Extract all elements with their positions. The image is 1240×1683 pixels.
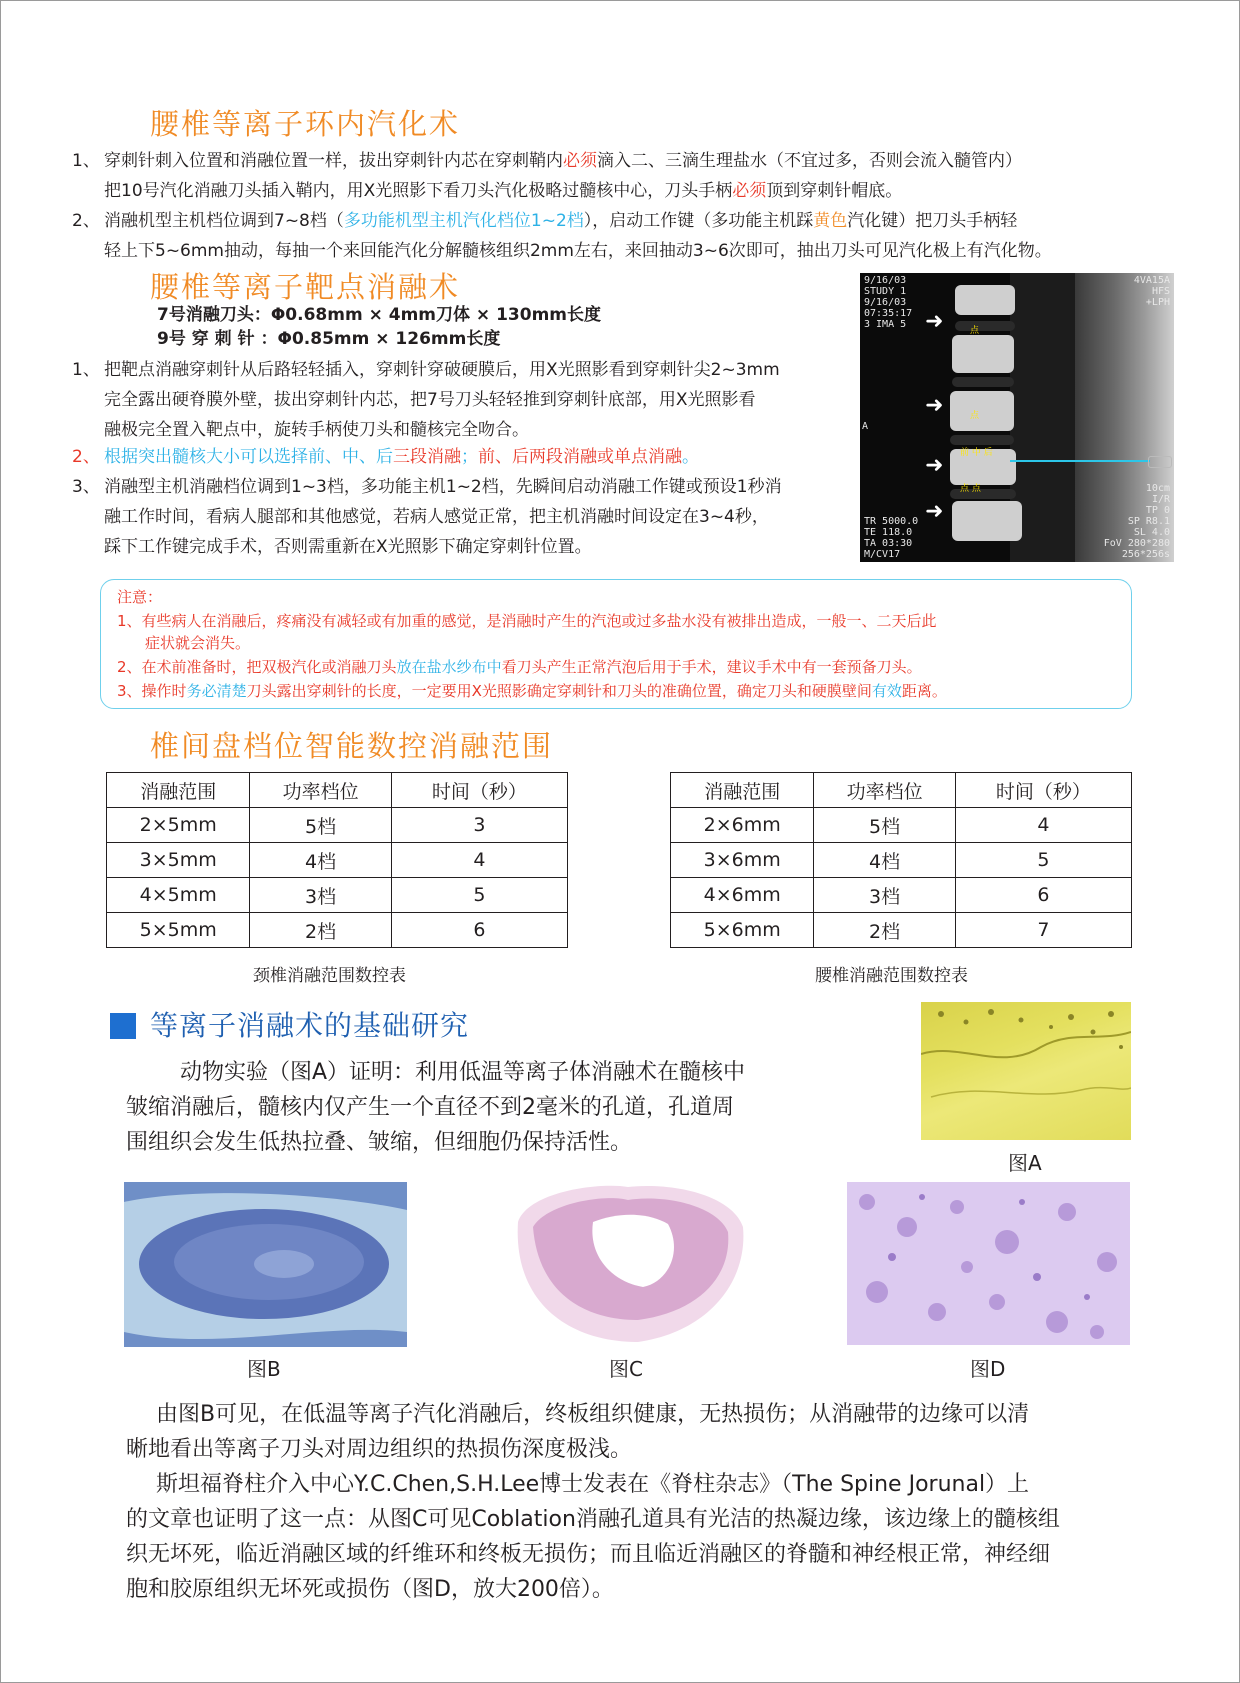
text-line: 动物实验（图A）证明：利用低温等离子体消融术在髓核中 [180, 1060, 746, 1085]
text: 操作时 [141, 682, 187, 700]
mri-text-line: M/CV17 [864, 549, 901, 560]
research-paragraph-2 [126, 1397, 1136, 1467]
figure-b-label: 图B [247, 1357, 281, 1381]
text: 看刀头产生正常汽泡后用于手术，建议手术中有一套预备刀头。 [501, 658, 922, 676]
mri-text-line: SL 4.0 [1133, 527, 1170, 538]
table-row [107, 843, 568, 878]
figure-b-image [124, 1182, 407, 1347]
mri-info-top-left [864, 275, 912, 330]
arrow-right-icon: ➜ [925, 309, 944, 334]
text: ； [461, 447, 478, 467]
mri-info-bottom-right [1104, 483, 1170, 560]
vertebra [955, 285, 1015, 315]
text: 刀头露出穿刺针的长度，一定要用X光照影确定穿刺针和刀头的准确位置，确定刀头和硬膜壁间 [246, 682, 872, 700]
text-line: 织无坏死，临近消融区域的纤维环和终板无损伤；而且临近消融区的脊髓和神经根正常，神经细 [126, 1542, 1051, 1567]
table-cell: 3×5mm [107, 843, 250, 878]
needle-handle [1148, 456, 1172, 468]
section-title-target-ablation: 腰椎等离子靶点消融术 [150, 270, 461, 304]
figure-c-texture [508, 1182, 748, 1345]
table-row [671, 843, 1132, 878]
item-number: 1、 [117, 612, 142, 630]
table-cell: 4 [391, 843, 567, 878]
text: 轻上下5~6mm抽动，每抽一个来回能汽化分解髓核组织2mm左右，来回抽动3~6次即可，抽出刀头可见汽化极上有汽化物。 [104, 241, 1052, 261]
vertebra [952, 335, 1014, 373]
item-number: 1、 [72, 360, 100, 380]
table-cell: 4档 [814, 843, 955, 878]
disc [955, 321, 1015, 331]
table-cell: 2档 [814, 913, 955, 948]
mri-text-line: 9/16/03 [864, 297, 907, 308]
mri-text-line: STUDY 1 [864, 286, 907, 297]
mri-text-line: 256*256s [1121, 549, 1170, 560]
mri-text-line: 3 IMA 5 [864, 319, 907, 330]
figure-a-texture [921, 1002, 1131, 1140]
table-cell: 4×5mm [107, 878, 250, 913]
table-header: 消融范围 [671, 773, 814, 808]
emphasis-text: 多功能机型主机汽化档位1~2档 [343, 211, 584, 231]
mri-text-line: FoV 280*280 [1103, 538, 1170, 549]
text: 把10号汽化消融刀头插入鞘内，用X光照影下看刀头汽化极略过髓核中心，刀头手柄 [104, 181, 733, 201]
table-row [107, 913, 568, 948]
emphasis-text: 三段消融 [393, 447, 461, 467]
item-number: 3、 [117, 682, 142, 700]
disc [952, 377, 1014, 387]
emphasis-text: 必须 [732, 181, 767, 201]
table-cell: 4 [955, 808, 1131, 843]
table-cell: 3 [391, 808, 567, 843]
table-header-row [671, 773, 1132, 808]
table-cell: 3档 [250, 878, 391, 913]
section2-item2 [72, 442, 862, 472]
figure-d-label: 图D [970, 1357, 1006, 1381]
spec-value: Φ0.68mm × 4mm刀体 × 130mm长度 [270, 305, 601, 325]
text-line: 斯坦福脊柱介入中心Y.C.Chen,S.H.Lee博士发表在《脊柱杂志》（The Spine Jorunal）上 [156, 1472, 1030, 1497]
vertebra [950, 391, 1014, 431]
mri-text-line: TE 118.0 [864, 527, 913, 538]
section-marker-square [110, 1013, 136, 1039]
item-number: 3、 [72, 477, 100, 497]
text-line: 皱缩消融后，髓核内仅产生一个直径不到2毫米的孔道，孔道周 [126, 1095, 734, 1120]
text-line: 围组织会发生低热拉叠、皱缩，但细胞仍保持活性。 [126, 1130, 633, 1155]
figure-a-label: 图A [1008, 1151, 1042, 1175]
arrow-right-icon: ➜ [925, 393, 944, 418]
notice-item-2 [117, 656, 922, 678]
mri-text-line: TR 5000.0 [864, 516, 919, 527]
research-paragraph-1 [126, 1055, 906, 1160]
table-cell: 4档 [250, 843, 391, 878]
mri-info-bottom-left [864, 516, 918, 560]
table-header: 功率档位 [250, 773, 391, 808]
notice-item-1 [117, 610, 937, 632]
table-cell: 2×5mm [107, 808, 250, 843]
emphasis-text: 必须 [563, 151, 597, 171]
text: 消融机型主机档位调到7~8档（ [104, 211, 344, 231]
notice-item-3 [117, 680, 947, 702]
mri-text-line: TA 03:30 [864, 538, 913, 549]
text: 在术前准备时，把双极汽化或消融刀头 [141, 658, 397, 676]
mri-label: 点 [970, 411, 980, 421]
text: 消融型主机消融档位调到1~3档，多功能主机1~2档，先瞬间启动消融工作键或预设1秒消 [104, 477, 782, 497]
section1-item2 [72, 206, 1182, 266]
text: 融极完全置入靶点中，旋转手柄使刀头和髓核完全吻合。 [104, 420, 529, 440]
table-cell: 5×5mm [107, 913, 250, 948]
text-line: 由图B可见，在低温等离子汽化消融后，终板组织健康，无热损伤；从消融带的边缘可以清 [156, 1402, 1030, 1427]
table-cell: 7 [955, 913, 1131, 948]
text: 。 [682, 447, 699, 467]
table-cell: 2×6mm [671, 808, 814, 843]
mri-text-line: 10cm [1145, 483, 1170, 494]
item-number: 2、 [117, 658, 142, 676]
section-title-table: 椎间盘档位智能数控消融范围 [150, 729, 554, 763]
notice-item-1-cont: 症状就会消失。 [145, 634, 251, 652]
lumbar-table-caption: 腰椎消融范围数控表 [815, 966, 968, 986]
figure-d-texture [847, 1182, 1130, 1345]
text: 完全露出硬脊膜外壁，拔出穿刺针内芯，把7号刀头轻轻推到穿刺针底部，用X光照影看 [104, 390, 756, 410]
text: ），启动工作键（多功能主机踩 [583, 211, 814, 231]
section1-item1 [72, 146, 1182, 206]
item-number: 2、 [72, 211, 100, 231]
table-header: 时间（秒） [391, 773, 567, 808]
table-header: 功率档位 [814, 773, 955, 808]
table-row [671, 808, 1132, 843]
table-cell: 5×6mm [671, 913, 814, 948]
cervical-table-caption: 颈椎消融范围数控表 [253, 966, 406, 986]
notice-box [100, 579, 1132, 709]
table-row [671, 913, 1132, 948]
figure-c-image [508, 1182, 748, 1345]
table-row [671, 878, 1132, 913]
text: 穿刺针刺入位置和消融位置一样，拔出穿刺针内芯在穿刺鞘内 [104, 151, 563, 171]
section-title-research: 等离子消融术的基础研究 [150, 1009, 470, 1042]
table-row [107, 878, 568, 913]
text: 融工作时间，看病人腿部和其他感觉，若病人感觉正常，把主机消融时间设定在3~4秒， [104, 507, 769, 527]
table-cell: 5 [955, 843, 1131, 878]
emphasis-text: 放在盐水纱布中 [396, 658, 502, 676]
table-cell: 5 [391, 878, 567, 913]
table-cell: 5档 [250, 808, 391, 843]
research-paragraph-3 [126, 1467, 1136, 1607]
table-row [107, 808, 568, 843]
section2-item1 [72, 355, 862, 445]
mri-label: 点 [970, 326, 980, 336]
notice-heading: 注意： [117, 588, 163, 606]
lumbar-ablation-table [670, 772, 1132, 948]
mri-text-line: 9/16/03 [864, 275, 907, 286]
mri-text-line: 07:35:17 [864, 308, 913, 319]
section2-item3 [72, 472, 862, 562]
text: 滴入二、三滴生理盐水（不宜过多，否则会流入髓管内） [597, 151, 1022, 171]
needle-line [1010, 460, 1150, 462]
figure-c-label: 图C [609, 1357, 643, 1381]
arrow-right-icon: ➜ [925, 499, 944, 524]
mri-orientation-label: A [862, 421, 869, 432]
spec-label: 7号消融刀头： [157, 305, 271, 325]
emphasis-text: 务必清楚 [186, 682, 247, 700]
mri-label: 点 点 [960, 484, 981, 494]
table-cell: 5档 [814, 808, 955, 843]
emphasis-text: 前、后两段消融或单点消融 [478, 447, 682, 467]
spec-value: Φ0.85mm × 126mm长度 [277, 329, 501, 349]
text: 距离。 [901, 682, 947, 700]
mri-text-line: TP 0 [1145, 505, 1170, 516]
item-number: 2、 [72, 447, 100, 467]
disc [950, 435, 1014, 445]
emphasis-text: 有效 [871, 682, 902, 700]
table-header-row [107, 773, 568, 808]
mri-text-line: HFS [1151, 286, 1170, 297]
mri-info-top-right [1134, 275, 1170, 308]
emphasis-text: 根据突出髓核大小可以选择前、中、后 [104, 447, 393, 467]
table-cell: 6 [955, 878, 1131, 913]
text-line: 的文章也证明了这一点：从图C可见Coblation消融孔道具有光洁的热凝边缘，该边缘上的髓核组 [126, 1507, 1060, 1532]
text: 顶到穿刺针帽底。 [766, 181, 903, 201]
text: 把靶点消融穿刺针从后路轻轻插入，穿刺针穿破硬膜后，用X光照影看到穿刺针尖2~3mm [104, 360, 780, 380]
table-cell: 6 [391, 913, 567, 948]
text-line: 胞和胶原组织无坏死或损伤（图D，放大200倍）。 [126, 1577, 614, 1602]
spec-label: 9号 穿 刺 针 ： [157, 329, 278, 349]
table-cell: 2档 [250, 913, 391, 948]
figure-a-image [921, 1002, 1131, 1140]
emphasis-text: 黄色 [813, 211, 848, 231]
section-title-ring-vaporization: 腰椎等离子环内汽化术 [150, 107, 461, 141]
table-cell: 3×6mm [671, 843, 814, 878]
figure-d-image [847, 1182, 1130, 1345]
spec-needle [157, 326, 500, 352]
text: 踩下工作键完成手术，否则需重新在X光照影下确定穿刺针位置。 [104, 537, 592, 557]
mri-text-line: SP R8.1 [1127, 516, 1170, 527]
spec-blade [157, 302, 601, 328]
text-line: 晰地看出等离子刀头对周边组织的热损伤深度极浅。 [126, 1437, 633, 1462]
table-cell: 3档 [814, 878, 955, 913]
mri-text-line: 4VA15A [1133, 275, 1170, 286]
vertebra [952, 501, 1022, 541]
mri-spine-image [860, 273, 1174, 562]
mri-text-line: +LPH [1145, 297, 1170, 308]
table-header: 时间（秒） [955, 773, 1131, 808]
cervical-ablation-table [106, 772, 568, 948]
arrow-right-icon: ➜ [925, 453, 944, 478]
mri-label: 前 中 后 [960, 448, 993, 458]
text: 汽化键）把刀头手柄轻 [847, 211, 1018, 231]
figure-b-texture [124, 1182, 407, 1347]
item-number: 1、 [72, 151, 100, 171]
table-header: 消融范围 [107, 773, 250, 808]
text: 有些病人在消融后，疼痛没有减轻或有加重的感觉，是消融时产生的汽泡或过多盐水没有被排出造成，一般一、二天后此 [141, 612, 937, 630]
mri-text-line: I/R [1151, 494, 1170, 505]
table-cell: 4×6mm [671, 878, 814, 913]
